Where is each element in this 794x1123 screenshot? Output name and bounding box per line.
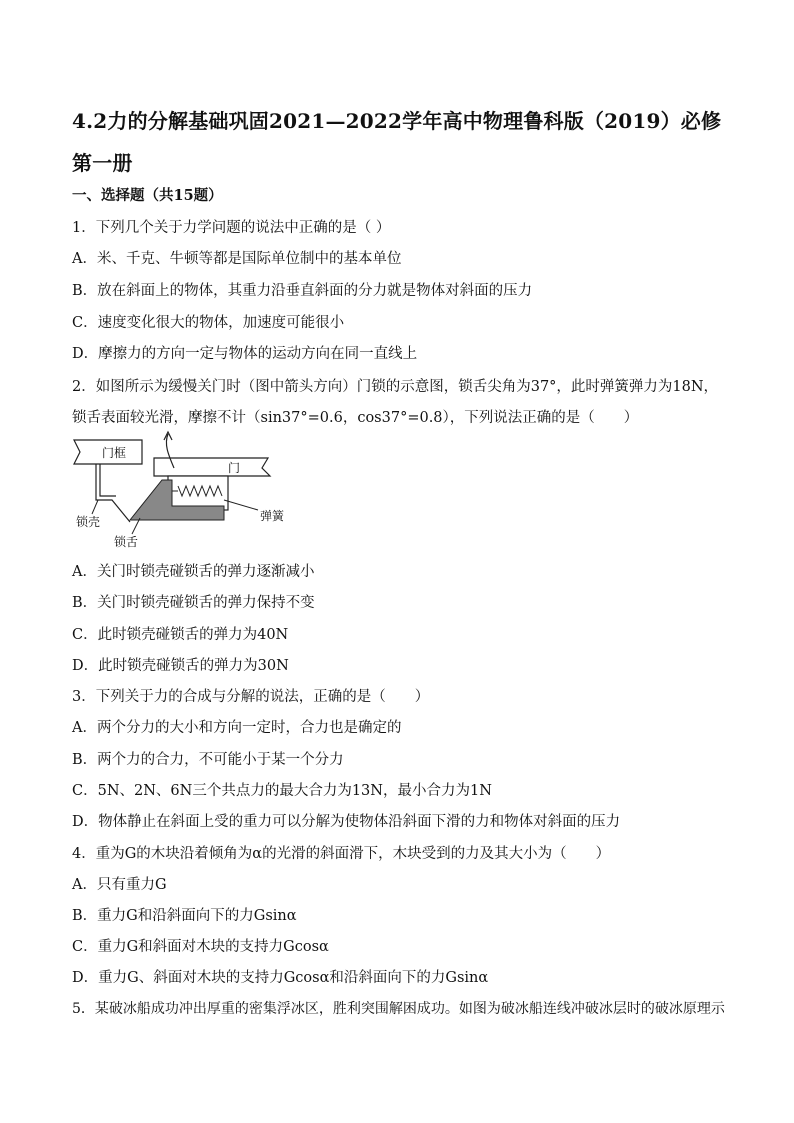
door-label: 门 [228,461,241,475]
door-frame-label: 门框 [102,446,127,460]
question-4-option-a: A．只有重力G [72,877,167,893]
question-2-option-a: A．关门时锁壳碰锁舌的弹力逐渐减小 [72,564,315,580]
question-1-stem: 1．下列几个关于力学问题的说法中正确的是（ ） [72,220,391,236]
question-3-option-d: D．物体静止在斜面上受的重力可以分解为使物体沿斜面下滑的力和物体对斜面的压力 [72,814,621,830]
question-2-stem: 2．如图所示为缓慢关门时（图中箭头方向）门锁的示意图，锁舌尖角为37°，此时弹簧弹力为18N，锁舌表面较光滑，摩擦不计（sin37°=0.6，cos37°=0.8），下列说法正确的是（ ） [72,379,719,426]
question-4-option-b: B．重力G和沿斜面向下的力Gsinα [72,908,297,924]
question-4-option-d: D．重力G、斜面对木块的支持力Gcosα和沿斜面向下的力Gsinα [72,970,489,986]
question-4-option-c: C．重力G和斜面对木块的支持力Gcosα [72,939,329,955]
question-4-stem: 4．重为G的木块沿着倾角为α的光滑的斜面滑下，木块受到的力及其大小为（ ） [72,846,611,862]
question-1-option-b: B．放在斜面上的物体，其重力沿垂直斜面的分力就是物体对斜面的压力 [72,283,533,299]
lock-housing-shape [168,476,228,510]
question-1-option-c: C．速度变化很大的物体，加速度可能很小 [72,315,345,331]
question-3-option-c: C．5N、2N、6N三个共点力的最大合力为13N，最小合力为1N [72,783,492,799]
question-5-stem: 5．某破冰船成功冲出厚重的密集浮冰区，胜利突围解困成功。如图为破冰船连线冲破冰层时的破冰原理示 [72,1001,725,1017]
door-lock-diagram [72,430,302,552]
lock-tongue-label: 锁舌 [114,535,139,549]
question-3-option-b: B．两个力的合力，不可能小于某一个分力 [72,752,344,768]
question-1-option-d: D．摩擦力的方向一定与物体的运动方向在同一直线上 [72,346,418,362]
page-title: 4.2力的分解基础巩固2021—2022学年高中物理鲁科版（2019）必修第一册 [72,109,722,175]
question-1-option-a: A．米、千克、牛顿等都是国际单位制中的基本单位 [72,251,402,267]
question-2-option-b: B．关门时锁壳碰锁舌的弹力保持不变 [72,595,315,611]
question-2-option-d: D．此时锁壳碰锁舌的弹力为30N [72,658,289,674]
question-3-stem: 3．下列关于力的合成与分解的说法，正确的是（ ） [72,689,430,705]
section-heading: 一、选择题（共15题） [72,187,223,204]
question-3-option-a: A．两个分力的大小和方向一定时，合力也是确定的 [72,720,402,736]
lock-shell-label: 锁壳 [76,515,101,529]
lock-shell-shape [96,464,130,522]
question-2-option-c: C．此时锁壳碰锁舌的弹力为40N [72,627,289,643]
spring-label: 弹簧 [260,509,285,523]
